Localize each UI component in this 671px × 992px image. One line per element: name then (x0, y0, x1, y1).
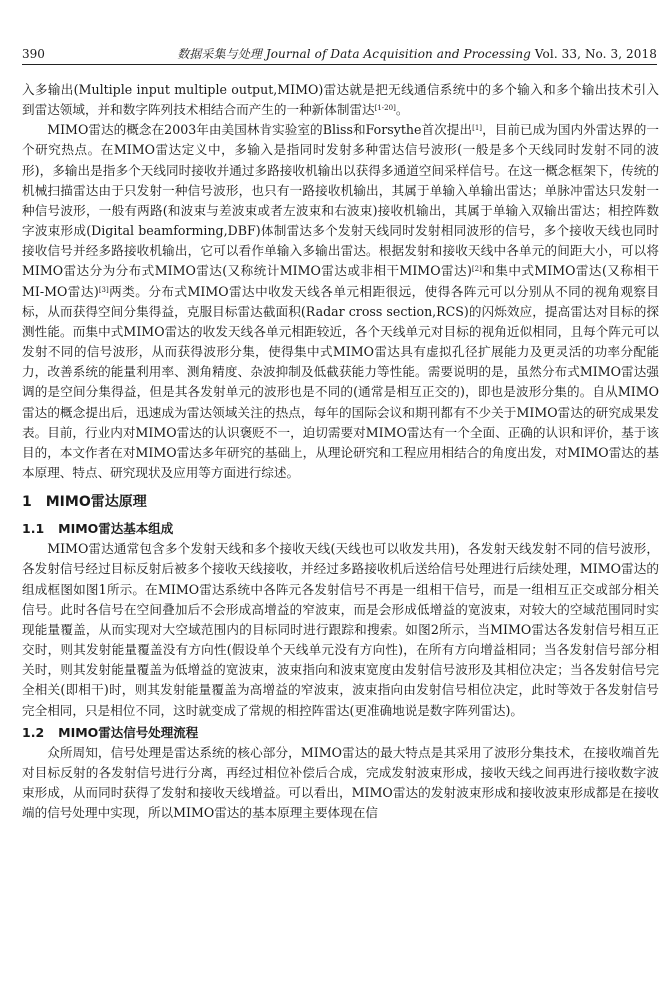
section-title: MIMO雷达原理 (45, 494, 147, 511)
section-number: 1 (22, 494, 32, 511)
citation-ref[interactable]: [1] (472, 124, 483, 133)
paragraph-basic-composition (22, 539, 659, 720)
section-heading (22, 491, 659, 513)
paragraph-intro-continuation (22, 80, 659, 120)
page-number: 390 (22, 47, 45, 61)
paragraph-text: MIMO雷达的概念在2003年由美国林肯实验室的Bliss和Forsythe首次提出 (47, 122, 473, 138)
running-header (22, 44, 657, 65)
citation-ref[interactable]: [3] (98, 285, 109, 294)
journal-citation (177, 44, 657, 64)
paragraph-text: 众所周知，信号处理是雷达系统的核心部分，MIMO雷达的最大特点是其采用了波形分集技术，在接收端首先对目标反射的各发射信号进行分离，再经过相位补偿后合成，完成发射波束形成，接收天线之间再进行接收数字波束形成，从而同时获得了发射和接收天线增益。可以看出，MIMO雷达的发射波束形成和接收波束形成都是在接收端的信号处理中实现，所以MIMO雷达的基本原理主要体现在信 (22, 744, 659, 821)
paragraph-text: 。 (395, 102, 409, 118)
subsection-heading (22, 519, 659, 539)
paragraph-text: 入多输出(Multiple input multiple output,MIMO)雷达就是把无线通信系统中的多个输入和多个输出技术引入到雷达领域，并和数字阵列技术相结合而产生的一种新体制雷达 (22, 82, 659, 118)
journal-name: 数据采集与处理 Journal of Data Acquisition and Processing (177, 47, 531, 61)
journal-volume: Vol. 33, No. 3, 2018 (534, 47, 657, 61)
subsection-title: MIMO雷达信号处理流程 (58, 724, 199, 740)
paragraph-text: 两类。分布式MIMO雷达中收发天线各单元相距很远，使得各阵元可以分别从不同的视角观察目标，从而获得空间分集得益，克服目标雷达截面积(Radar cross section,RCS)的闪烁效应，提高雷达对目标的探测性能。而集中式MIMO雷达的收发天线各单元相距较近，各个天线单元对目标的视角近似相同，且每个阵元可以发射不同的信号波形，从而获得波形分集，使得集中式MIMO雷达具有虚拟孔径扩展能力及更灵活的功率分配能力，改善系统的能量利用率、测角精度、杂波抑制及低截获能力等性能。需要说明的是，虽然分布式MIMO雷达强调的是空间分集得益，但是其各发射单元的波形也是不同的(通常是相互正交的)，即也是波形分集的。自从MIMO雷达的概念提出后，迅速成为雷达领域关注的热点，每年的国际会议和期刊都有不少关于MIMO雷达的研究成果发表。目前，行业内对MIMO雷达的认识褒贬不一，迫切需要对MIMO雷达有一个全面、正确的认识和评价，基于该目的，本文作者在对MIMO雷达多年研究的基础上，从理论研究和工程应用相结合的角度出发，对MIMO雷达的基本原理、特点、研究现状及应用等方面进行综述。 (22, 283, 660, 480)
subsection-heading (22, 723, 659, 743)
paragraph-signal-processing (22, 743, 659, 824)
paragraph-text: ，目前已成为国内外雷达界的一个研究热点。在MIMO雷达定义中，多输入是指同时发射多种雷达信号波形(一般是多个天线同时发射不同的波形)，多输出是指多个天线同时接收并通过多路接收机输出以获得多通道空间采样信号。在这一概念框架下，传统的机械扫描雷达由于只发射一种信号波形，也只有一路接收机输出，其属于单输入单输出雷达；单脉冲雷达只发射一种信号波形，一般有两路(和波束与差波束或者左波束和右波束)接收机输出，其属于单输入双输出雷达；相控阵数字波束形成(Digital beamforming,DBF)体制雷达多个发射天线同时发射相同波形的信号，多个接收天线也同时接收信号并经多路接收机输出，它可以看作单输入多输出雷达。根据发射和接收天线中各单元的间距大小，可以将MIMO雷达分为分布式MIMO雷达(又称统计MIMO雷达或非相干MIMO雷达) (22, 122, 660, 279)
citation-ref[interactable]: [1-20] (374, 104, 396, 113)
paragraph-text: MIMO雷达通常包含多个发射天线和多个接收天线(天线也可以收发共用)，各发射天线发射不同的信号波形，各发射信号经过目标反射后被多个接收天线接收，并经过多路接收机后送给信号处理进行后续处理，MIMO雷达的组成框图如图1所示。在MIMO雷达系统中各阵元各发射信号不再是一组相干信号，而是一组相互正交或部分相关信号。此时各信号在空间叠加后不会形成高增益的窄波束，而是会形成低增益的宽波束，对较大的空域范围同时实现能量覆盖，从而实现对大空域范围内的目标同时进行跟踪和搜索。如图2所示，当MIMO雷达各发射信号相互正交时，则其发射能量覆盖没有方向性(假设单个天线单元没有方向性)，在所有方向增益相同；当各发射信号部分相关时，则其发射能量覆盖为低增益的宽波束，波束指向和波束宽度由发射信号波形及其相位决定；当各发射信号完全相关(即相干)时，则其发射能量覆盖为高增益的窄波束，波束指向由发射信号相位决定，此时等效于各发射信号完全相同，只是相位不同，这时就变成了常规的相控阵雷达(更准确地说是数字阵列雷达)。 (22, 541, 659, 718)
article-body (22, 80, 659, 823)
citation-ref[interactable]: [2] (471, 265, 482, 274)
subsection-number: 1.1 (22, 521, 45, 537)
subsection-number: 1.2 (22, 724, 45, 740)
subsection-title: MIMO雷达基本组成 (58, 521, 174, 537)
paragraph-mimo-concept (22, 120, 659, 483)
paragraph-text: 和集中式MIMO雷达(又称相干MI-MO雷达) (22, 263, 659, 299)
